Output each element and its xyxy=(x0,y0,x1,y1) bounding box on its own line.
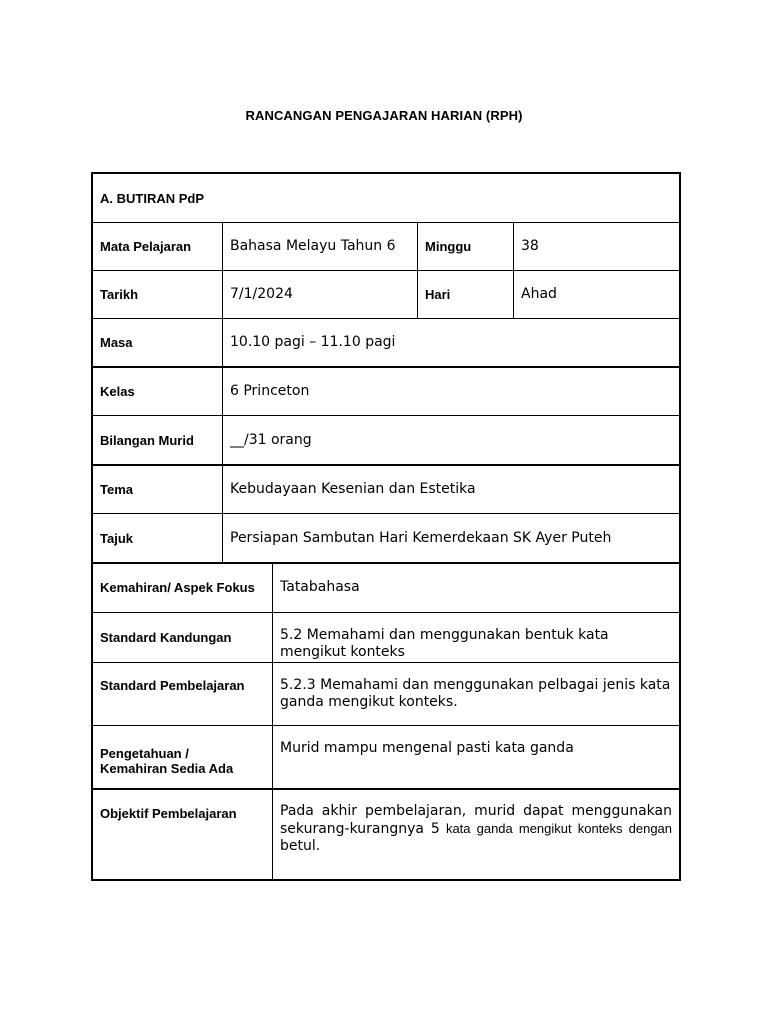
row-divider xyxy=(93,270,679,271)
row-divider xyxy=(93,415,679,416)
tema-label: Tema xyxy=(100,481,133,497)
row-divider xyxy=(93,725,679,726)
row-divider xyxy=(93,562,679,564)
standard-kandungan-value: 5.2 Memahami dan menggunakan bentuk kata mengikut konteks xyxy=(280,627,609,660)
objektif-text-main: Pada akhir pembelajaran, murid dapat menggunakan sekurang-kurangnya 5 xyxy=(280,803,672,837)
row-divider xyxy=(93,662,679,663)
bilangan-murid-label: Bilangan Murid xyxy=(100,432,194,448)
column-divider xyxy=(417,223,418,319)
hari-label: Hari xyxy=(425,287,451,302)
kelas-value: 6 Princeton xyxy=(230,382,310,399)
objektif-label: Objektif Pembelajaran xyxy=(100,806,237,821)
row-divider xyxy=(93,788,679,790)
pengetahuan-label-line2: Kemahiran Sedia Ada xyxy=(100,761,234,776)
row-divider xyxy=(93,612,679,613)
rph-details-table xyxy=(91,172,681,881)
tajuk-value: Persiapan Sambutan Hari Kemerdekaan SK Ayer Puteh xyxy=(230,529,612,546)
standard-pembelajaran-value: 5.2.3 Memahami dan menggunakan pelbagai jenis kata ganda mengikut konteks. xyxy=(280,677,671,710)
masa-label: Masa xyxy=(100,335,133,350)
kemahiran-label: Kemahiran/ Aspek Fokus xyxy=(100,580,255,595)
minggu-value: 38 xyxy=(521,238,539,254)
tarikh-label: Tarikh xyxy=(100,287,139,302)
document-title: RANCANGAN PENGAJARAN HARIAN (RPH) xyxy=(245,108,523,123)
column-divider xyxy=(272,563,273,879)
pengetahuan-label xyxy=(93,726,272,788)
kemahiran-value: Tatabahasa xyxy=(280,579,360,595)
tajuk-label: Tajuk xyxy=(100,530,133,546)
mata-pelajaran-value: Bahasa Melayu Tahun 6 xyxy=(230,238,396,254)
row-divider xyxy=(93,366,679,368)
objektif-text-tail: kata ganda mengikut konteks dengan xyxy=(439,821,673,836)
row-divider xyxy=(93,222,679,223)
standard-kandungan-label: Standard Kandungan xyxy=(100,630,232,645)
standard-pembelajaran-label: Standard Pembelajaran xyxy=(100,678,245,693)
pengetahuan-label-line1: Pengetahuan / xyxy=(100,746,189,761)
tema-value: Kebudayaan Kesenian dan Estetika xyxy=(230,480,476,497)
pengetahuan-value: Murid mampu mengenal pasti kata ganda xyxy=(280,740,574,756)
row-divider xyxy=(93,513,679,514)
hari-value: Ahad xyxy=(521,286,557,302)
bilangan-murid-value: __/31 orang xyxy=(230,431,312,448)
row-divider xyxy=(93,318,679,319)
minggu-label: Minggu xyxy=(425,239,472,254)
kelas-label: Kelas xyxy=(100,383,135,399)
tarikh-value: 7/1/2024 xyxy=(230,286,293,302)
masa-value: 10.10 pagi – 11.10 pagi xyxy=(230,334,396,350)
column-divider xyxy=(513,223,514,319)
mata-pelajaran-label: Mata Pelajaran xyxy=(100,239,192,254)
section-heading: A. BUTIRAN PdP xyxy=(100,190,204,206)
row-divider xyxy=(93,464,679,466)
column-divider xyxy=(222,223,223,563)
objektif-value xyxy=(273,789,679,879)
objektif-text-end: betul. xyxy=(280,838,321,854)
